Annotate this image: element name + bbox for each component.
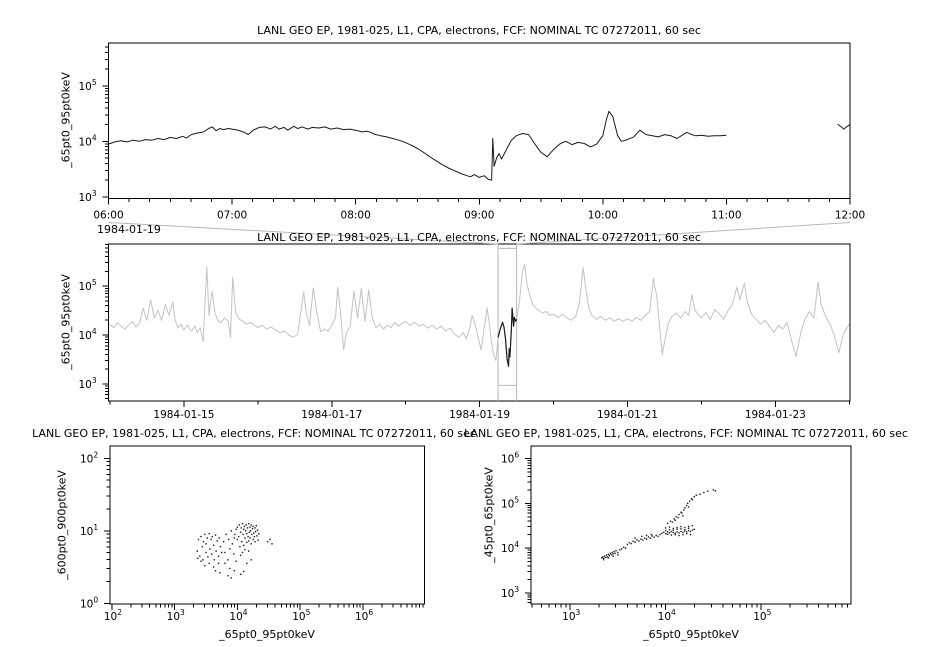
y-axis-label-top[interactable]: _65pt0_95pt0keV bbox=[59, 72, 73, 168]
x-axis-label-scatter-left[interactable]: _65pt0_95pt0keV bbox=[219, 628, 315, 641]
tick-label: $10^5$ bbox=[292, 608, 311, 623]
tick-label: 09:00 bbox=[464, 209, 495, 222]
tick-label: $10^3$ bbox=[501, 584, 520, 600]
panel-title-top: LANL GEO EP, 1981-025, L1, CPA, electrons, FCF: NOMINAL TC 07272011, 60 sec bbox=[257, 24, 701, 37]
panel-scatter-left[interactable] bbox=[80, 446, 425, 623]
tick-label: 1984-01-15 bbox=[153, 409, 215, 421]
panel-overview[interactable] bbox=[79, 223, 851, 422]
panel-title-scatter-right: LANL GEO EP, 1981-025, L1, CPA, electrons, FCF: NOMINAL TC 07272011, 60 sec bbox=[464, 427, 908, 440]
x-axis-label-scatter-right[interactable]: _65pt0_95pt0keV bbox=[643, 628, 739, 641]
series-line bbox=[110, 265, 849, 367]
tick-label: $10^6$ bbox=[354, 608, 374, 623]
tick-label: $10^1$ bbox=[80, 522, 99, 538]
tick-label: 12:00 bbox=[834, 209, 866, 222]
plot-frame bbox=[109, 244, 851, 401]
series-line bbox=[838, 124, 850, 129]
tick-label: 1984-01-19 bbox=[449, 409, 511, 421]
scatter-points bbox=[197, 523, 273, 579]
tick-label: $10^5$ bbox=[78, 278, 97, 294]
tick-label: $10^4$ bbox=[501, 540, 520, 556]
panel-title-scatter-left: LANL GEO EP, 1981-025, L1, CPA, electrons, FCF: NOMINAL TC 07272011, 60 sec bbox=[32, 427, 476, 440]
tick-label: 11:00 bbox=[711, 209, 742, 222]
tick-label: $10^4$ bbox=[229, 608, 248, 623]
y-axis-label-scatter-left[interactable]: _600pt0_900pt0keV bbox=[55, 470, 69, 580]
plot-frame bbox=[531, 446, 851, 604]
tick-label: $10^4$ bbox=[657, 608, 676, 623]
tick-label: $10^4$ bbox=[78, 133, 97, 149]
tick-label: $10^5$ bbox=[501, 495, 520, 511]
tick-label: 1984-01-23 bbox=[744, 409, 806, 421]
plot-frame bbox=[110, 446, 425, 604]
plot-frame bbox=[109, 43, 851, 199]
y-axis-label-scatter-right[interactable]: _45pt0_65pt0keV bbox=[482, 467, 496, 563]
tick-label: $10^3$ bbox=[562, 608, 581, 623]
tick-label: 1984-01-21 bbox=[596, 409, 658, 421]
panel-top-timeseries[interactable] bbox=[79, 43, 866, 222]
tick-label: $10^2$ bbox=[103, 608, 123, 623]
tick-label: 06:00 bbox=[93, 209, 124, 222]
axis-ticks bbox=[103, 245, 850, 407]
x-context-date-label: 1984-01-19 bbox=[97, 223, 161, 236]
series-line bbox=[109, 111, 727, 180]
tick-label: 07:00 bbox=[216, 209, 248, 222]
panel-scatter-right[interactable] bbox=[501, 446, 851, 623]
series-line-highlight bbox=[498, 308, 516, 366]
tick-label: 10:00 bbox=[587, 209, 618, 222]
axis-ticks bbox=[104, 458, 423, 610]
y-axis-label-overview[interactable]: _65pt0_95pt0keV bbox=[59, 274, 73, 370]
scatter-points bbox=[601, 489, 716, 560]
panel-title-overview: LANL GEO EP, 1981-025, L1, CPA, electrons, FCF: NOMINAL TC 07272011, 60 sec bbox=[257, 231, 701, 244]
tick-label: 08:00 bbox=[340, 209, 371, 222]
tick-label: $10^3$ bbox=[78, 375, 97, 391]
tick-label: $10^2$ bbox=[80, 450, 99, 466]
axis-ticks bbox=[103, 47, 851, 205]
tick-label: $10^6$ bbox=[501, 450, 520, 466]
tick-label: $10^4$ bbox=[78, 326, 97, 342]
tick-label: 1984-01-17 bbox=[301, 409, 363, 421]
tick-label: $10^5$ bbox=[78, 77, 97, 93]
zoom-link-overlay bbox=[109, 223, 851, 402]
tick-label: $10^3$ bbox=[78, 188, 97, 204]
tick-label: $10^3$ bbox=[166, 608, 185, 623]
tick-label: $10^5$ bbox=[753, 608, 772, 623]
tick-label: $10^0$ bbox=[80, 595, 99, 611]
